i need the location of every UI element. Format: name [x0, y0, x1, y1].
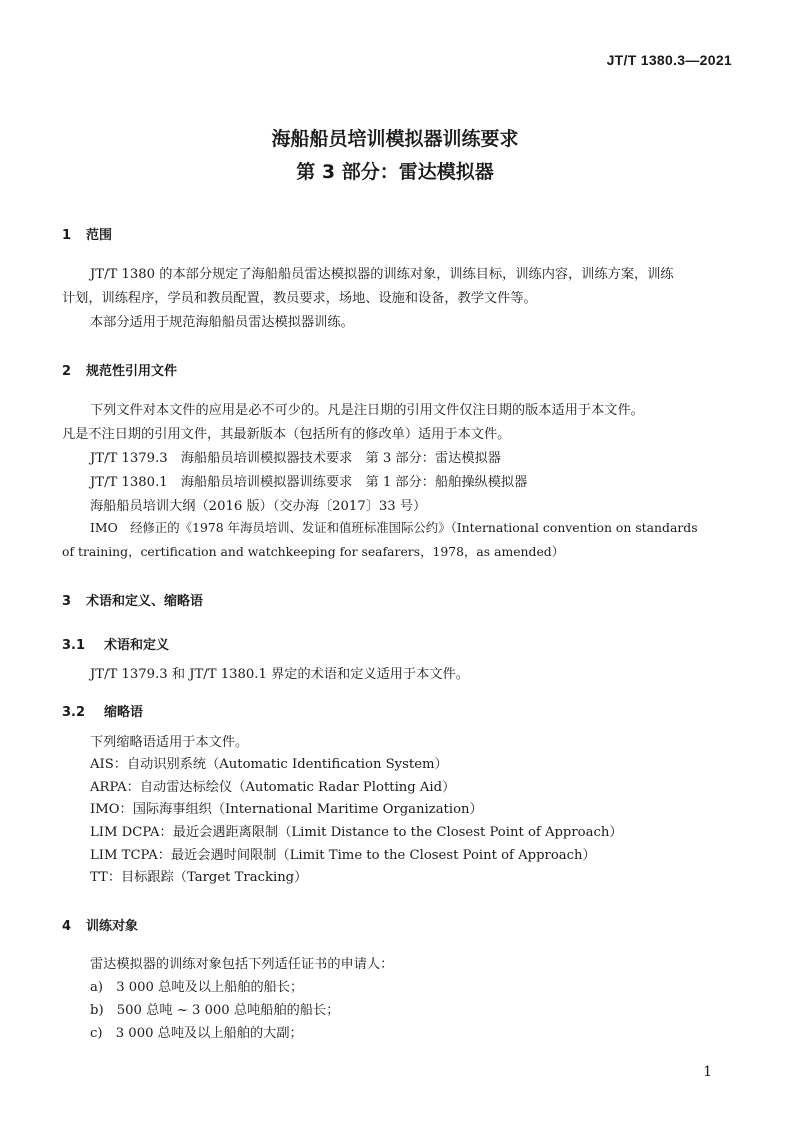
- section-3-heading: [62, 590, 203, 609]
- reference-item: of training，certification and watchkeeping for seafarers，1978，as amended）: [62, 544, 565, 559]
- list-item: b) 500 总吨 ~ 3 000 总吨船舶的船长；: [90, 1003, 340, 1018]
- paragraph: 凡是不注日期的引用文件，其最新版本（包括所有的修改单）适用于本文件。: [62, 427, 511, 442]
- section-number: 3.2: [62, 705, 86, 720]
- section-title: 术语和定义: [104, 638, 170, 653]
- reference-item: JT/T 1380.1 海船船员培训模拟器训练要求 第 1 部分：船舶操纵模拟器: [90, 475, 528, 490]
- paragraph: JT/T 1380 的本部分规定了海船船员雷达模拟器的训练对象，训练目标，训练内容，训练方案，训练: [90, 267, 674, 282]
- section-3-1-heading: [62, 634, 169, 653]
- paragraph: 下列文件对本文件的应用是必不可少的。凡是注日期的引用文件仅注日期的版本适用于本文件。: [90, 403, 644, 418]
- section-title: 训练对象: [86, 919, 139, 934]
- abbreviation-item: AIS：自动识别系统（Automatic Identification System）: [90, 757, 448, 772]
- section-3-2-heading: [62, 701, 143, 720]
- section-title: 术语和定义、缩略语: [86, 594, 204, 609]
- document-title: 海船船员培训模拟器训练要求: [271, 128, 519, 150]
- section-4-heading: [62, 915, 138, 934]
- section-number: 2: [62, 364, 72, 379]
- paragraph: JT/T 1379.3 和 JT/T 1380.1 界定的术语和定义适用于本文件。: [90, 667, 469, 682]
- list-item: c) 3 000 总吨及以上船舶的大副；: [90, 1026, 303, 1041]
- paragraph: 下列缩略语适用于本文件。: [90, 735, 249, 750]
- section-number: 4: [62, 919, 72, 934]
- standard-code: JT/T 1380.3—2021: [606, 52, 732, 68]
- document-subtitle: 第 3 部分：雷达模拟器: [296, 161, 494, 183]
- list-item: a) 3 000 总吨及以上船舶的船长；: [90, 980, 304, 995]
- section-number: 1: [62, 228, 72, 243]
- page-number: 1: [703, 1064, 712, 1080]
- section-title: 缩略语: [104, 705, 144, 720]
- section-title: 规范性引用文件: [86, 364, 178, 379]
- paragraph: 计划，训练程序，学员和教员配置，教员要求，场地、设施和设备，教学文件等。: [62, 291, 537, 306]
- reference-item: 海船船员培训大纲（2016 版）（交办海〔2017〕33 号）: [90, 499, 427, 514]
- section-1-heading: [62, 224, 112, 243]
- reference-item: IMO 经修正的《1978 年海员培训、发证和值班标准国际公约》（International convention on standards: [90, 520, 698, 535]
- section-number: 3.1: [62, 638, 86, 653]
- section-number: 3: [62, 594, 72, 609]
- abbreviation-item: TT：目标跟踪（Target Tracking）: [90, 870, 308, 885]
- abbreviation-item: ARPA：自动雷达标绘仪（Automatic Radar Plotting Aid）: [90, 780, 456, 795]
- section-2-heading: [62, 360, 177, 379]
- abbreviation-item: IMO：国际海事组织（International Maritime Organization）: [90, 802, 483, 817]
- paragraph: 雷达模拟器的训练对象包括下列适任证书的申请人：: [90, 957, 394, 972]
- paragraph: 本部分适用于规范海船船员雷达模拟器训练。: [90, 315, 354, 330]
- abbreviation-item: LIM TCPA：最近会遇时间限制（Limit Time to the Closest Point of Approach）: [90, 848, 596, 863]
- reference-item: JT/T 1379.3 海船船员培训模拟器技术要求 第 3 部分：雷达模拟器: [90, 451, 501, 466]
- abbreviation-item: LIM DCPA：最近会遇距离限制（Limit Distance to the Closest Point of Approach）: [90, 825, 623, 840]
- section-title: 范围: [86, 228, 113, 243]
